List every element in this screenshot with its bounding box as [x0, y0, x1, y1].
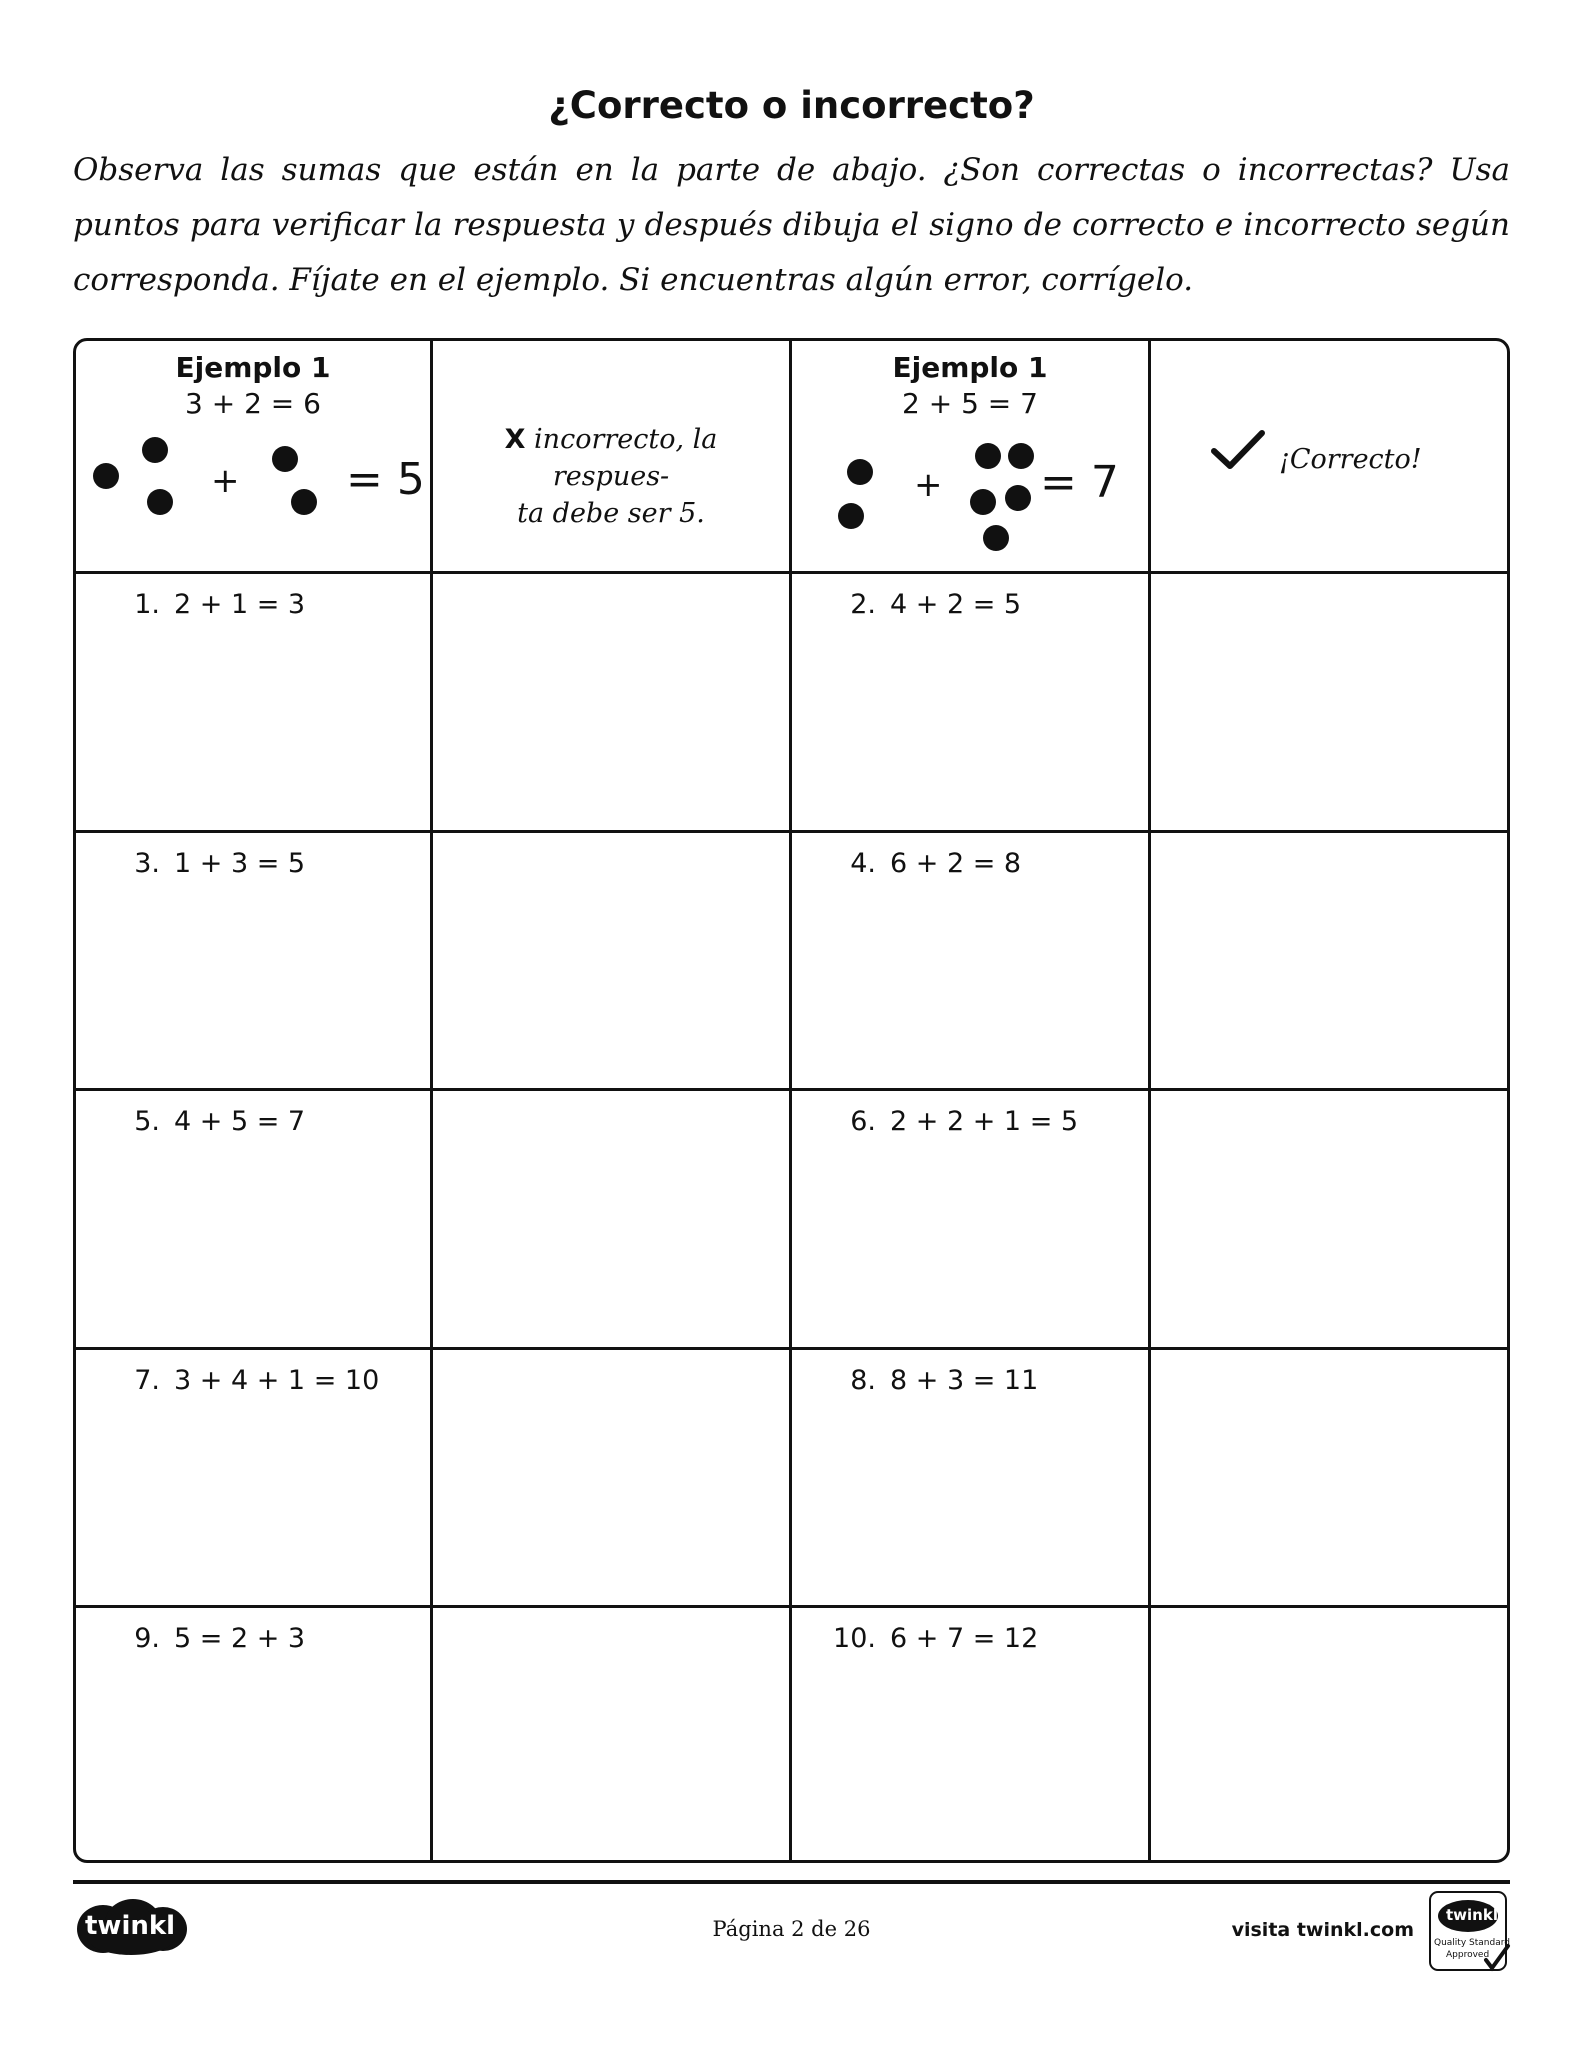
- plus-sign: +: [211, 461, 240, 501]
- count-dot: [975, 443, 1001, 469]
- answer-cell[interactable]: [1151, 574, 1507, 830]
- problem-8: 8. 8 + 3 = 11: [850, 1365, 1039, 1396]
- footer-rule: [73, 1880, 1510, 1884]
- count-dot: [93, 463, 119, 489]
- answer-cell[interactable]: [433, 1608, 789, 1863]
- problem-5: 5. 4 + 5 = 7: [134, 1106, 306, 1137]
- count-dot: [970, 489, 996, 515]
- problem-4: 4. 6 + 2 = 8: [850, 848, 1022, 879]
- answer-cell[interactable]: [433, 833, 789, 1088]
- example-2-feedback: [1151, 341, 1507, 571]
- feedback-text: ¡Correcto!: [1279, 444, 1422, 475]
- example-1-feedback: [433, 341, 789, 571]
- count-dot: [142, 437, 168, 463]
- example-equation: 3 + 2 = 6: [185, 387, 321, 420]
- visit-link[interactable]: visita twinkl.com: [1231, 1919, 1414, 1941]
- check-icon: [1211, 429, 1265, 471]
- badge-logo-text: twinkl: [1446, 1906, 1498, 1924]
- count-dot: [838, 503, 864, 529]
- plus-sign: +: [914, 465, 943, 505]
- example-2-cell: [792, 341, 1148, 571]
- answer-cell[interactable]: [433, 1091, 789, 1347]
- answer-cell[interactable]: [433, 574, 789, 830]
- example-heading: Ejemplo 1: [175, 351, 331, 384]
- problem-7: 7. 3 + 4 + 1 = 10: [134, 1365, 380, 1396]
- badge-line-1: Quality Standard: [1434, 1938, 1510, 1948]
- count-dot: [1005, 485, 1031, 511]
- count-dot: [983, 525, 1009, 551]
- example-heading: Ejemplo 1: [892, 351, 1048, 384]
- problem-3: 3. 1 + 3 = 5: [134, 848, 306, 879]
- exercise-grid: [73, 338, 1510, 1863]
- count-dot: [147, 489, 173, 515]
- answer-cell[interactable]: [1151, 1091, 1507, 1347]
- problem-1: 1. 2 + 1 = 3: [134, 589, 306, 620]
- answer-cell[interactable]: [433, 1350, 789, 1605]
- page-number: Página 2 de 26: [712, 1917, 871, 1941]
- example-1-cell: [76, 341, 430, 571]
- quality-badge: [1428, 1890, 1512, 1974]
- count-dot: [1008, 443, 1034, 469]
- example-equation: 2 + 5 = 7: [902, 387, 1038, 420]
- answer-cell[interactable]: [1151, 833, 1507, 1088]
- problem-2: 2. 4 + 2 = 5: [850, 589, 1022, 620]
- count-dot: [291, 489, 317, 515]
- logo-text: twinkl: [85, 1911, 176, 1941]
- feedback-line-2: ta debe ser 5.: [517, 498, 705, 529]
- x-mark: X: [504, 424, 526, 455]
- badge-line-2: Approved: [1446, 1950, 1490, 1960]
- count-dot: [272, 446, 298, 472]
- problem-9: 9. 5 = 2 + 3: [134, 1623, 306, 1654]
- answer-cell[interactable]: [1151, 1608, 1507, 1863]
- answer-cell[interactable]: [1151, 1350, 1507, 1605]
- count-dot: [847, 459, 873, 485]
- instructions: Observa las sumas que están en la parte de abajo. ¿Son correctas o incorrectas? Usa puntos para verificar la respuesta y después dibuja el signo de correcto e incorrecto según corresponda. Fíjate en el ejemplo. Si encuentras algún error, corrígelo.: [73, 152, 1510, 298]
- feedback-text: [443, 421, 779, 532]
- problem-10: 10. 6 + 7 = 12: [833, 1623, 1039, 1654]
- problem-6: 6. 2 + 2 + 1 = 5: [850, 1106, 1079, 1137]
- example-result: = 7: [1040, 457, 1119, 508]
- example-result: = 5: [346, 454, 425, 505]
- page-title: ¿Correcto o incorrecto?: [548, 84, 1035, 127]
- feedback-line-1: incorrecto, la respues-: [534, 424, 718, 492]
